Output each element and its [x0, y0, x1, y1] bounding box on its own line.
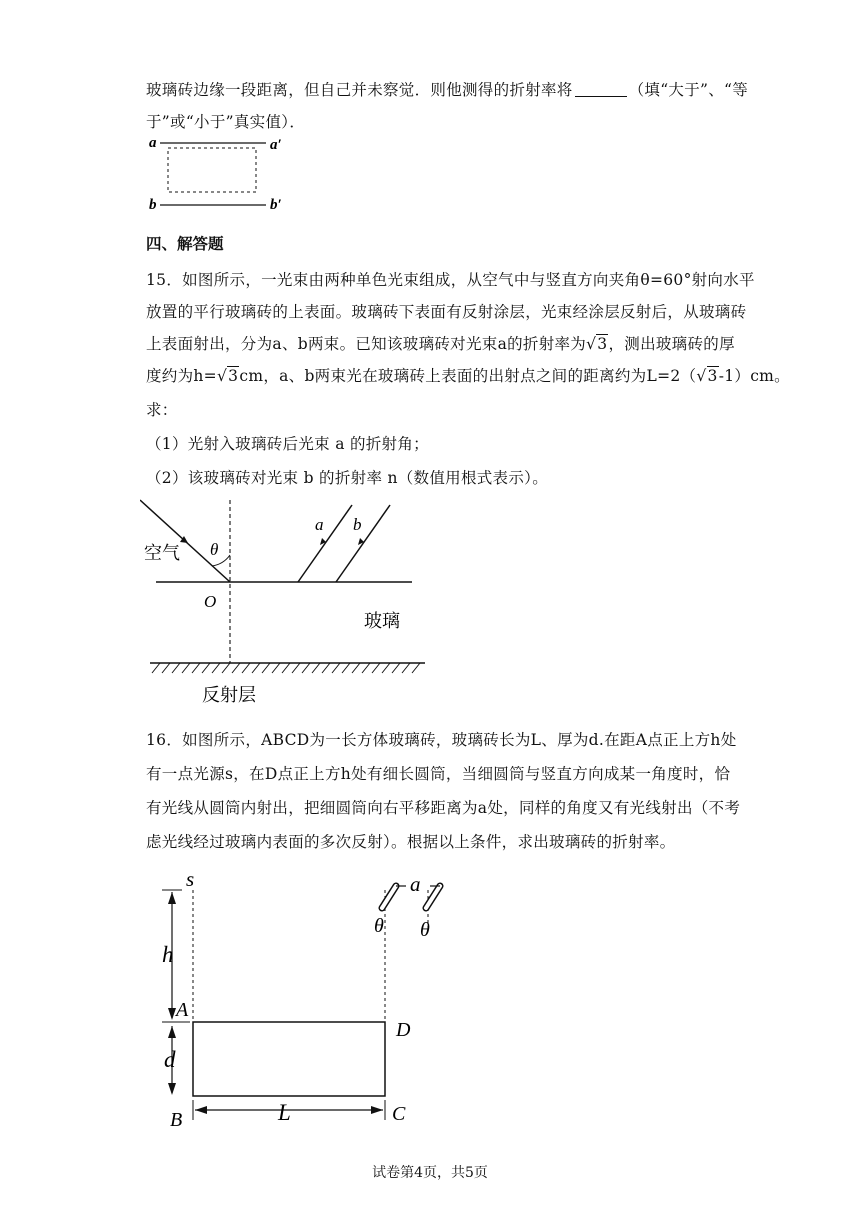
q15-line-4-b: cm，a、b两束光在玻璃砖上表面的出射点之间的距离约为L=2（ — [239, 367, 697, 385]
q16-line-3: 有光线从圆筒内射出，把细圆筒向右平移距离为a处，同样的角度又有光线射出（不考 — [146, 799, 741, 817]
s-label: s — [186, 867, 195, 891]
q16-line-4: 虑光线经过玻璃内表面的多次反射）。根据以上条件，求出玻璃砖的折射率。 — [146, 833, 676, 851]
answer-blank — [575, 82, 627, 97]
q15-line-4-a: 度约为h= — [146, 367, 217, 385]
q16-line-1: 16．如图所示，ABCD为一长方体玻璃砖，玻璃砖长为L、厚为d.在距A点正上方h处 — [146, 731, 737, 749]
q15-figure — [140, 495, 440, 713]
q14-text-line-1 — [146, 78, 748, 100]
section-heading: 四、解答题 — [146, 234, 224, 253]
d-arrow-down — [168, 1083, 176, 1095]
page-footer: 试卷第4页，共5页 — [372, 1165, 488, 1181]
q15-line-3-b: ，测出玻璃砖的厚 — [608, 335, 735, 353]
L-label: L — [278, 1100, 291, 1125]
q15-line-1: 15．如图所示，一光束由两种单色光束组成，从空气中与竖直方向夹角θ=60°射向水平 — [146, 271, 755, 289]
h-label: h — [162, 942, 174, 967]
B-label: B — [170, 1109, 183, 1131]
q15-sub-2: （2）该玻璃砖对光束 b 的折射率 n（数值用根式表示）。 — [146, 469, 548, 487]
glass-outline — [168, 148, 256, 192]
q15-sub-1: （1）光射入玻璃砖后光束 a 的折射角； — [146, 435, 429, 453]
q15-line-4 — [146, 364, 790, 386]
a-label: a — [410, 872, 421, 896]
q15-line-5: 求： — [146, 401, 178, 419]
label-a: a — [149, 135, 157, 151]
q15-line-3 — [146, 332, 735, 354]
L-arrow-right — [371, 1106, 383, 1114]
ray-b-label: b — [353, 515, 362, 534]
q14-text-line-2: 于”或“小于”真实值）． — [146, 113, 306, 131]
sqrt-3: √3 — [216, 367, 239, 385]
sqrt-value: 3 — [597, 335, 608, 353]
q14-figure — [146, 130, 296, 215]
q16-figure — [150, 862, 470, 1137]
q15-line-3-a: 上表面射出，分为a、b两束。已知该玻璃砖对光束a的折射率为 — [146, 335, 587, 353]
q15-line-4-c: -1）cm。 — [718, 367, 790, 385]
d-arrow-up — [168, 1026, 176, 1038]
C-label: C — [392, 1103, 406, 1125]
glass-label: 玻璃 — [364, 611, 400, 631]
tube-1 — [382, 886, 406, 908]
sqrt-3: √3 — [696, 367, 718, 385]
q14-text-b: （填“大于”、“等 — [628, 81, 749, 99]
A-label: A — [176, 999, 189, 1021]
O-label: O — [204, 592, 217, 611]
L-arrow-left — [195, 1106, 207, 1114]
D-label: D — [396, 1019, 411, 1041]
h-arrow-down — [168, 1008, 176, 1020]
theta-1-label: θ — [374, 915, 384, 937]
q16-line-2: 有一点光源s，在D点正上方h处有细长圆筒，当细圆筒与竖直方向成某一角度时，恰 — [146, 765, 731, 783]
sqrt-value: 3 — [707, 367, 718, 385]
ray-a-label: a — [315, 515, 324, 534]
q15-line-2: 放置的平行玻璃砖的上表面。玻璃砖下表面有反射涂层，光束经涂层反射后，从玻璃砖 — [146, 303, 747, 321]
hatch-marks — [152, 663, 420, 673]
sqrt-3: √3 — [586, 335, 608, 353]
sqrt-value: 3 — [228, 367, 239, 385]
label-b: b — [149, 197, 157, 213]
theta-label: θ — [210, 540, 219, 559]
d-label: d — [164, 1047, 176, 1072]
air-label: 空气 — [144, 543, 180, 563]
glass-block — [193, 1022, 385, 1096]
label-b-prime: b′ — [270, 197, 282, 213]
reflect-label: 反射层 — [202, 685, 256, 705]
q14-text-a: 玻璃砖边缘一段距离，但自己并未察觉．则他测得的折射率将 — [146, 81, 573, 99]
theta-2-label: θ — [420, 919, 430, 941]
label-a-prime: a′ — [270, 137, 282, 153]
h-arrow-up — [168, 892, 176, 904]
